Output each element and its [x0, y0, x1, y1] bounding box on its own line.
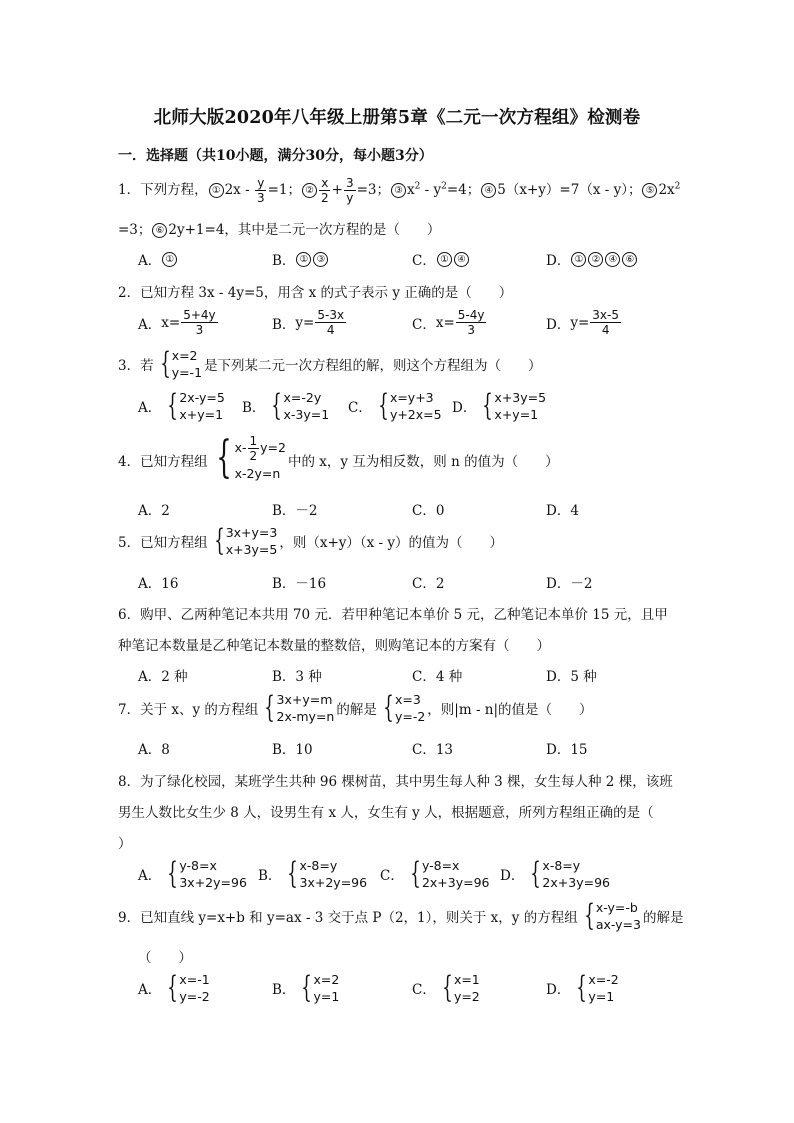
q7-eq1: 3x+y=m	[276, 692, 333, 707]
brace-icon: {	[410, 856, 421, 891]
q1-eq1-a: 2x -	[224, 182, 254, 198]
q8-option-a-label: A．	[138, 868, 162, 884]
q1-option-c-label: C．	[412, 253, 436, 269]
q4-option-a[interactable]: A．2	[138, 503, 170, 519]
q4-option-d[interactable]: D．4	[546, 503, 579, 519]
q5-system	[210, 523, 278, 559]
brace-icon: {	[442, 970, 453, 1005]
q8-option-b[interactable]	[258, 856, 369, 892]
q7-system	[260, 690, 334, 726]
q3-option-b[interactable]	[242, 388, 331, 424]
q9-option-b[interactable]	[272, 970, 341, 1006]
q3-option-d[interactable]	[452, 388, 548, 424]
q1-eq1-den: 3	[256, 191, 265, 205]
q8-option-b-label: B．	[258, 868, 282, 884]
q4-eq1-num: 1	[249, 434, 258, 448]
q9-option-d-eq2: y=1	[588, 989, 615, 1004]
q3-option-b-label: B．	[242, 400, 266, 416]
q3-option-c-eq1: x=y+3	[389, 390, 434, 405]
brace-icon: {	[159, 346, 171, 381]
q3-option-b-eq1: x=-2y	[283, 390, 322, 405]
q8-option-c[interactable]	[380, 856, 492, 892]
q8-option-b-eq1: x-8=y	[299, 858, 338, 873]
q1-option-c-mark-1: ①	[437, 252, 452, 267]
q5-option-c[interactable]: C．2	[412, 576, 445, 592]
q3-prefix: 3．若	[118, 358, 154, 374]
q9-eq2: ax-y=3	[595, 917, 641, 932]
q9-option-c-eq2: y=2	[453, 989, 480, 1004]
q1-eq5-sup: 2	[674, 181, 681, 192]
q8-option-c-eq1: y-8=x	[421, 858, 460, 873]
q2-option-c[interactable]	[412, 308, 487, 337]
q3-option-a-eq1: 2x-y=5	[179, 390, 225, 405]
question-8-line-3: ）	[118, 836, 132, 852]
brace-icon: {	[264, 690, 276, 725]
q3-suffix: 是下列某二元一次方程组的解，则这个方程组为（ ）	[204, 358, 542, 374]
q1-eq2-num1: x	[321, 176, 329, 190]
q9-option-d-label: D．	[546, 982, 571, 998]
q4-option-c[interactable]: C．0	[412, 503, 445, 519]
q2-option-a-label: A．	[138, 316, 162, 333]
q9-option-d-eq1: x=-2	[588, 972, 619, 987]
q6-option-d[interactable]: D．5 种	[546, 669, 597, 685]
q3-option-d-label: D．	[452, 400, 477, 416]
q8-option-d-eq1: x-8=y	[542, 858, 581, 873]
question-2-text: 2．已知方程 3x - 4y=5，用含 x 的式子表示 y 正确的是（ ）	[118, 285, 513, 301]
q5-option-a[interactable]: A．16	[138, 576, 179, 592]
q9-eq1: x-y=-b	[595, 900, 638, 915]
q1-option-c-mark-2: ④	[454, 252, 469, 267]
q3-option-d-eq2: x+y=1	[494, 407, 539, 422]
q3-option-d-eq1: x+3y=5	[494, 390, 547, 405]
q4-system	[210, 434, 286, 485]
q1-eq5: 2x	[658, 182, 675, 198]
question-8-line-2: 男生人数比女生少 8 人，设男生有 x 人，女生有 y 人，根据题意，所列方程组正确的是（	[118, 805, 654, 821]
question-6-line-2: 种笔记本数量是乙种笔记本数量的整数倍，则购笔记本的方案有（ ）	[118, 638, 550, 654]
q4-suffix: 中的 x，y 互为相反数，则 n 的值为（ ）	[287, 453, 559, 470]
q6-option-a[interactable]: A．2 种	[138, 669, 188, 685]
q1-eq2-frac1	[319, 176, 331, 205]
q6-option-b[interactable]: B．3 种	[272, 669, 322, 685]
q1-eq2-b: =3；	[356, 182, 390, 198]
q3-given-system	[156, 346, 202, 382]
q1-option-d-mark-4: ⑥	[622, 252, 637, 267]
q1-option-c[interactable]	[412, 249, 470, 269]
q2-option-d-num: 3x-5	[592, 308, 619, 322]
q8-option-d-label: D．	[500, 868, 525, 884]
q9-option-a-eq1: x=-1	[179, 972, 210, 987]
q1-option-d-mark-2: ②	[588, 252, 603, 267]
q2-option-c-label: C．	[412, 316, 436, 333]
q8-option-c-eq2: 2x+3y=96	[421, 875, 490, 890]
brace-icon: {	[530, 856, 542, 891]
q7-sol2: y=-2	[394, 709, 426, 724]
q2-option-c-den: 3	[467, 323, 475, 337]
q1-option-a-mark: ①	[162, 252, 177, 267]
q7-prefix: 7．关于 x、y 的方程组	[118, 702, 259, 718]
brace-icon: {	[383, 690, 394, 725]
q1-option-d-mark-3: ④	[605, 252, 620, 267]
q9-suffix: 的解是	[643, 910, 684, 926]
question-3-text	[118, 346, 542, 382]
q7-mid: 的解是	[336, 702, 377, 718]
q1-option-d[interactable]	[546, 249, 638, 269]
q1-mark-4: ④	[481, 183, 496, 198]
q2-option-b-frac	[315, 308, 346, 337]
q1-mark-3: ③	[391, 183, 406, 198]
question-1-line-2	[118, 218, 440, 238]
q4-option-b[interactable]: B．－2	[272, 503, 318, 519]
q9-option-a-label: A．	[138, 982, 162, 998]
q2-option-a-num: 5+4y	[183, 308, 216, 322]
question-9-text	[118, 898, 684, 934]
brace-icon: {	[301, 970, 313, 1005]
q9-option-d[interactable]	[546, 970, 621, 1006]
q2-option-a[interactable]	[138, 308, 219, 337]
q7-eq2: 2x-my=n	[276, 709, 335, 724]
q2-option-b-num: 5-3x	[317, 308, 345, 322]
q1-option-a-label: A．	[138, 253, 162, 269]
q9-option-a-eq2: y=-2	[179, 989, 210, 1004]
q1-eq3-a: x	[407, 182, 415, 198]
q1-prefix: 1．下列方程，	[118, 182, 208, 198]
q2-option-b-label: B．	[272, 316, 296, 333]
q3-option-a-label: A．	[138, 400, 162, 416]
q8-option-b-eq2: 3x+2y=96	[299, 875, 368, 890]
q1-line2-b: 2y+1=4，其中是二元一次方程的是（ ）	[168, 222, 441, 238]
q3-given-eq1: x=2	[171, 348, 198, 363]
q8-option-a[interactable]	[138, 856, 249, 892]
brace-icon: {	[167, 970, 179, 1005]
q8-option-a-eq1: y-8=x	[179, 858, 217, 873]
brace-icon: {	[482, 388, 494, 423]
q1-option-d-label: D．	[546, 253, 571, 269]
q9-option-c-label: C．	[412, 982, 436, 998]
q2-option-c-num: 5-4y	[457, 308, 485, 322]
q2-option-d[interactable]	[546, 308, 622, 337]
q7-sol1: x=3	[394, 692, 421, 707]
q1-option-b-label: B．	[272, 253, 296, 269]
q4-prefix: 4．已知方程组	[118, 453, 208, 470]
page-title: 北师大版2020年八年级上册第5章《二元一次方程组》检测卷	[153, 108, 641, 128]
q1-eq3-sup: 2	[414, 181, 421, 192]
question-1-line-1	[118, 176, 680, 205]
q2-option-d-label: D．	[546, 316, 571, 333]
q2-option-d-frac	[590, 308, 621, 337]
q1-eq3-b: - y	[420, 182, 442, 198]
q1-line2-a: =3；	[118, 222, 152, 238]
q7-option-d[interactable]: D．15	[546, 742, 588, 758]
q3-option-a[interactable]	[138, 388, 227, 424]
q3-option-c-label: C．	[348, 400, 372, 416]
q2-option-c-frac	[456, 308, 487, 337]
q9-option-a[interactable]	[138, 970, 212, 1006]
q2-option-a-lhs: x=	[161, 314, 181, 331]
brace-icon: {	[167, 856, 179, 891]
brace-icon: {	[378, 388, 389, 423]
question-8-line-1: 8．为了绿化校园，某班学生共种 96 棵树苗，其中男生每人种 3 棵，女生每人种 2 棵，该班	[118, 774, 673, 790]
q4-eq1-b: y=2	[260, 440, 286, 455]
question-6-line-1: 6．购甲、乙两种笔记本共用 70 元．若甲种笔记本单价 5 元，乙种笔记本单价 15 元，且甲	[118, 607, 668, 623]
section-heading: 一．选择题（共10小题，满分30分，每小题3分）	[118, 148, 433, 164]
q7-option-c[interactable]: C．13	[412, 742, 454, 758]
q8-option-a-eq2: 3x+2y=96	[179, 875, 247, 890]
q1-eq3-sup2: 2	[441, 181, 447, 192]
q1-eq2-num2: 3	[345, 176, 354, 190]
q9-prefix: 9．已知直线 y=x+b 和 y=ax - 3 交于点 P（2，1），则关于 x，y 的方程组	[118, 910, 578, 926]
q2-option-d-lhs: y=	[570, 314, 590, 331]
q8-option-c-label: C．	[380, 868, 404, 884]
q6-option-c[interactable]: C．4 种	[412, 669, 463, 685]
brace-icon: {	[584, 898, 595, 933]
q1-eq4: 5（x+y）=7（x - y）；	[497, 182, 642, 198]
q2-option-d-den: 4	[601, 323, 610, 337]
question-5-text	[118, 523, 503, 559]
q5-option-b[interactable]: B．－16	[272, 576, 327, 592]
q8-option-d[interactable]	[500, 856, 612, 892]
q4-eq1-a: x-	[234, 440, 247, 455]
q3-option-c-eq2: y+2x=5	[389, 407, 442, 422]
q7-solution	[379, 690, 425, 726]
q2-option-c-lhs: x=	[435, 314, 455, 331]
q2-option-a-den: 3	[195, 323, 204, 337]
q5-eq1: 3x+y=3	[225, 525, 278, 540]
q9-option-b-eq2: y=1	[313, 989, 340, 1004]
brace-icon: {	[215, 432, 232, 483]
q1-option-b-mark-2: ③	[313, 252, 328, 267]
brace-icon: {	[287, 856, 299, 891]
q2-option-b[interactable]	[272, 308, 347, 337]
q5-prefix: 5．已知方程组	[118, 535, 208, 551]
q1-option-d-mark-1: ①	[571, 252, 586, 267]
q1-option-b[interactable]	[272, 249, 329, 269]
question-9-line-2: （ ）	[138, 950, 192, 966]
q4-eq1-frac	[248, 434, 260, 463]
q8-option-d-eq2: 2x+3y=96	[542, 875, 610, 890]
question-7-text	[118, 690, 593, 726]
q7-option-a[interactable]: A．8	[138, 742, 170, 758]
q1-eq2-den1: 2	[321, 191, 329, 205]
q5-eq2: x+3y=5	[225, 542, 278, 557]
q1-mark-6: ⑥	[152, 223, 167, 238]
q2-option-b-lhs: y=	[295, 314, 315, 331]
q1-eq3-c: =4；	[446, 182, 481, 198]
q2-option-b-den: 4	[326, 323, 335, 337]
q9-option-b-eq1: x=2	[313, 972, 340, 987]
brace-icon: {	[576, 970, 588, 1005]
q1-eq2-frac2	[344, 176, 356, 205]
brace-icon: {	[213, 523, 225, 558]
q7-option-b[interactable]: B．10	[272, 742, 313, 758]
q1-mark-2: ②	[302, 183, 317, 198]
q1-eq2-den2: y	[346, 191, 354, 205]
q3-option-b-eq2: x-3y=1	[283, 407, 330, 422]
q9-system	[580, 898, 641, 934]
q1-eq1-b: =1；	[267, 182, 301, 198]
q3-option-c[interactable]	[348, 388, 444, 424]
q5-suffix: ，则（x+y）（x - y）的值为（ ）	[279, 535, 504, 551]
q1-option-a[interactable]	[138, 249, 178, 269]
q7-suffix: ，则|m - n|的值是（ ）	[427, 702, 593, 718]
q1-option-b-mark-1: ①	[296, 252, 311, 267]
q1-mark-1: ①	[209, 183, 224, 198]
q4-eq1-den: 2	[249, 449, 258, 463]
q1-eq2-plus: +	[331, 182, 343, 198]
q4-eq2: x-2y=n	[234, 466, 281, 481]
q9-option-b-label: B．	[272, 982, 296, 998]
brace-icon: {	[167, 388, 179, 423]
q1-eq1-num: y	[257, 176, 265, 190]
q3-option-a-eq2: x+y=1	[179, 407, 224, 422]
q2-option-a-frac	[181, 308, 217, 337]
q5-option-d[interactable]: D．－2	[546, 576, 593, 592]
q9-option-c[interactable]	[412, 970, 482, 1006]
q1-mark-5: ⑤	[642, 183, 657, 198]
q3-given-eq2: y=-1	[171, 365, 203, 380]
q1-eq1-frac	[255, 176, 267, 205]
q9-option-c-eq1: x=1	[453, 972, 480, 987]
brace-icon: {	[271, 388, 283, 423]
question-4-text	[118, 434, 559, 485]
